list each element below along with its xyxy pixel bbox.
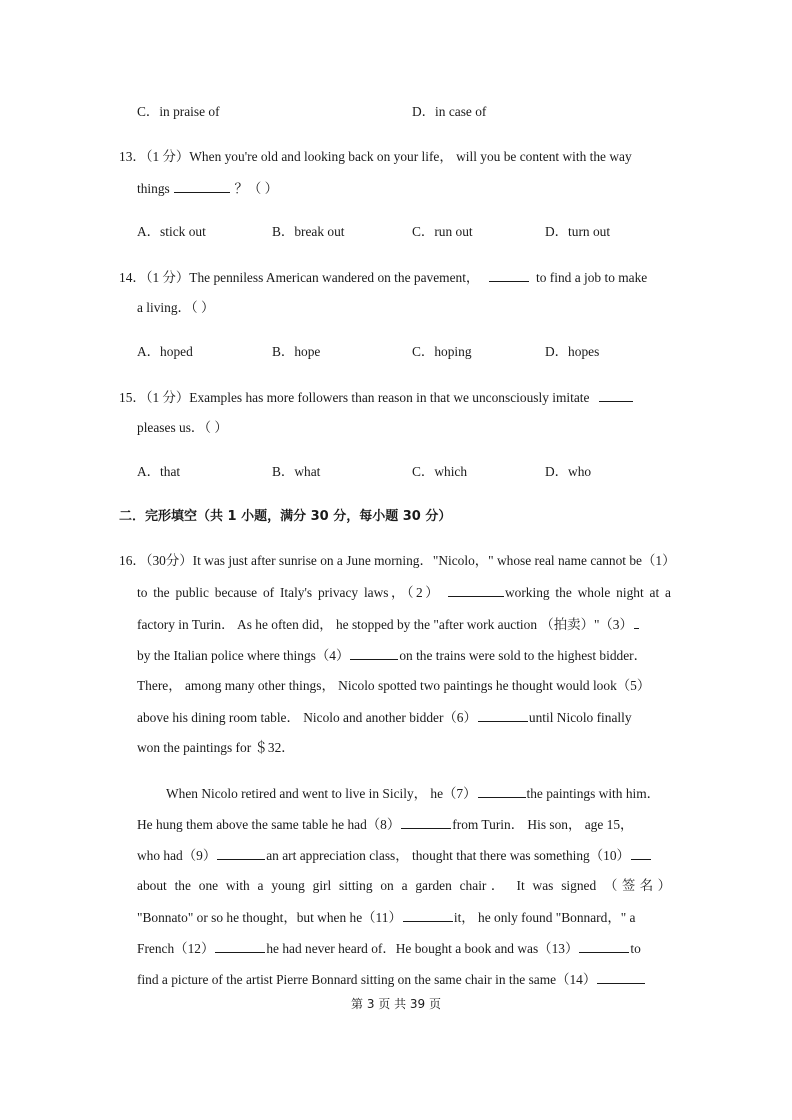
q13-stem-line1: 13．（1 分）When you're old and looking back on your life， will you be content with the way — [119, 149, 632, 164]
q16-blank-12 — [215, 940, 265, 953]
q16-blank-13 — [579, 940, 629, 953]
q12-option-d: D．in case of — [412, 104, 487, 119]
q16-blank-6 — [478, 709, 528, 722]
q15-option-b: B．what — [272, 464, 321, 479]
q16-p2-line-2-a: He hung them above the same table he had（8） — [137, 817, 401, 832]
q16-line-4-b: on the trains were sold to the highest bidder． — [399, 648, 648, 663]
q15-option-d: D．who — [545, 464, 592, 479]
q14-option-d: D．hopes — [545, 344, 600, 359]
q14-stem-line1 — [119, 269, 647, 286]
q15-option-a: A．that — [137, 464, 181, 479]
q14-stem-pre: 14．（1 分）The penniless American wandered on the pavement， — [119, 270, 480, 285]
q14-option-c: C．hoping — [412, 344, 472, 359]
q16-line-2-b: working the whole night at a — [504, 585, 671, 600]
q13-option-d: D．turn out — [545, 224, 611, 239]
q13-option-c: C．run out — [412, 224, 473, 239]
q16-blank-9 — [217, 847, 265, 860]
q16-line-4-a: by the Italian police where things（4） — [137, 648, 350, 663]
q16-blank-3 — [634, 616, 639, 629]
q16-p2-line-1-b: the paintings with him． — [526, 786, 661, 801]
section-2-title: 二．完形填空（共 1 小题，满分 30 分，每小题 30 分） — [119, 509, 452, 524]
q16-blank-2 — [448, 584, 504, 597]
q15-stem-text: 15．（1 分）Examples has more followers than reason in that we unconsciously imitate — [119, 390, 590, 405]
q16-p2-line-5-b: it， he only found "Bonnard，" a — [453, 910, 636, 925]
q14-option-a: A．hoped — [137, 344, 193, 359]
q16-line-6 — [137, 709, 632, 726]
q13-stem-pre: things — [137, 181, 170, 196]
q14-option-b: B．hope — [272, 344, 321, 359]
q16-p2-line-5 — [137, 909, 635, 926]
q15-option-c: C．which — [412, 464, 468, 479]
q16-p2-line-2 — [137, 816, 633, 833]
q15-stem-line2: pleases us．（ ） — [137, 420, 228, 435]
q13-blank — [174, 180, 230, 193]
q13-option-a: A．stick out — [137, 224, 206, 239]
q16-line-3-a: factory in Turin． As he often did， he stopped by the "after work auction （拍卖）"（3） — [137, 617, 633, 632]
q13-option-b: B．break out — [272, 224, 345, 239]
q16-line-5: There， among many other things， Nicolo spotted two paintings he thought would look（5） — [137, 678, 651, 693]
q16-p2-line-3-b: an art appreciation class， thought that there was something（10） — [266, 848, 630, 863]
q14-blank — [489, 269, 529, 282]
q12-option-c: C．in praise of — [137, 104, 220, 119]
q14-stem-post: to find a job to make — [536, 270, 648, 285]
q16-blank-4 — [350, 647, 398, 660]
q16-blank-14 — [597, 971, 645, 984]
q16-p2-line-6 — [137, 940, 641, 957]
q16-blank-10 — [631, 847, 651, 860]
q16-p2-line-1 — [166, 785, 660, 802]
q16-line-1: 16．（30分）It was just after sunrise on a June morning．"Nicolo，" whose real name cannot be（1） — [119, 553, 676, 568]
q16-p2-line-4: about the one with a young girl sitting on a garden chair． It was signed （签名） — [137, 878, 671, 893]
q16-p2-line-2-b: from Turin． His son， age 15， — [452, 817, 634, 832]
q16-blank-7 — [478, 785, 526, 798]
q13-stem-line2 — [137, 180, 278, 197]
q16-p2-line-7-a: find a picture of the artist Pierre Bonnard sitting on the same chair in the same（14） — [137, 972, 597, 987]
q16-line-6-b: until Nicolo finally — [528, 710, 632, 725]
q16-line-3 — [137, 616, 640, 633]
q16-line-4 — [137, 647, 647, 664]
q13-stem-post: ？（ ） — [234, 181, 278, 196]
q16-p2-line-6-c: to — [630, 941, 641, 956]
q16-blank-8 — [401, 816, 451, 829]
q16-line-7: won the paintings for ＄32． — [137, 740, 295, 755]
q16-blank-11 — [403, 909, 453, 922]
page-footer: 第 3 页 共 39 页 — [351, 997, 441, 1011]
q16-p2-line-6-b: he had never heard of．He bought a book and was（13） — [266, 941, 579, 956]
q16-line-2-a: to the public because of Italy's privacy laws，（2） — [137, 585, 442, 600]
q16-p2-line-3 — [137, 847, 652, 864]
q16-p2-line-1-a: When Nicolo retired and went to live in Sicily， he（7） — [166, 786, 477, 801]
q16-line-2 — [137, 584, 671, 600]
q16-p2-line-5-a: "Bonnato" or so he thought，but when he（11） — [137, 910, 402, 925]
q16-p2-line-6-a: French（12） — [137, 941, 215, 956]
q16-p2-line-3-a: who had（9） — [137, 848, 217, 863]
q16-line-6-a: above his dining room table． Nicolo and another bidder（6） — [137, 710, 477, 725]
q15-stem-line1 — [119, 389, 634, 406]
q14-stem-line2: a living．（ ） — [137, 300, 215, 315]
q15-blank — [599, 389, 633, 402]
q16-p2-line-7 — [137, 971, 646, 988]
